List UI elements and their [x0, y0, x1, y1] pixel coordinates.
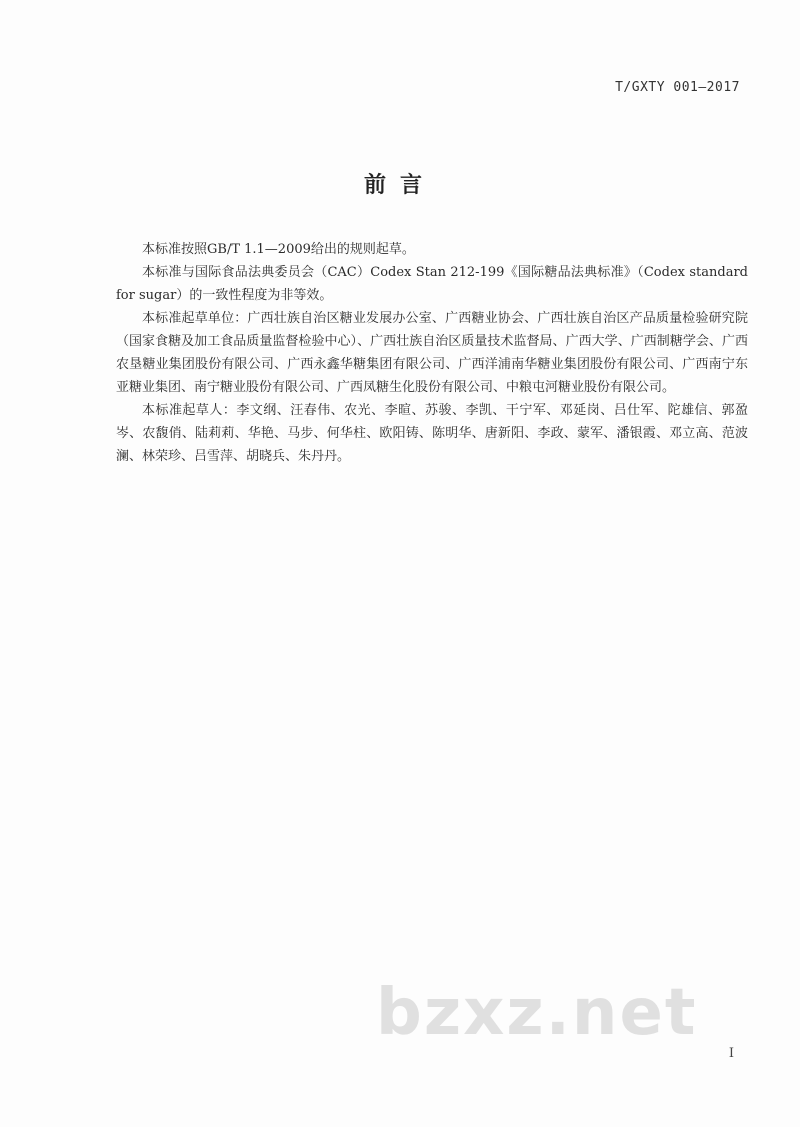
foreword-body — [116, 238, 748, 468]
paragraph-drafting-rules: 本标准按照GB/T 1.1—2009给出的规则起草。 — [142, 242, 415, 257]
paragraph-drafters: 本标准起草人：李文纲、汪春伟、农光、李暄、苏骏、李凯、干宁军、邓延岗、吕仕军、陀雄信、郭盈岑、农馥俏、陆莉莉、华艳、马步、何华柱、欧阳铸、陈明华、唐新阳、李政、蒙军、潘银霞、邓立高、范波澜、林荣珍、吕雪萍、胡晓兵、朱丹丹。 — [116, 403, 748, 464]
page-number: I — [728, 1046, 734, 1061]
paragraph-consistency: 本标准与国际食品法典委员会（CAC）Codex Stan 212-199《国际糖品法典标准》（Codex standard for sugar）的一致性程度为非等效。 — [116, 265, 748, 303]
paragraph-drafting-units: 本标准起草单位：广西壮族自治区糖业发展办公室、广西糖业协会、广西壮族自治区产品质量检验研究院（国家食糖及加工食品质量监督检验中心）、广西壮族自治区质量技术监督局、广西大学、广西制糖学会、广西农垦糖业集团股份有限公司、广西永鑫华糖集团有限公司、广西洋浦南华糖业集团股份有限公司、广西南宁东亚糖业集团、南宁糖业股份有限公司、广西凤糖生化股份有限公司、中粮屯河糖业股份有限公司。 — [116, 311, 748, 395]
document-code: T/GXTY 001—2017 — [615, 80, 740, 95]
page-title: 前言 — [363, 173, 436, 198]
watermark-text: bzxz.net — [376, 976, 698, 1050]
